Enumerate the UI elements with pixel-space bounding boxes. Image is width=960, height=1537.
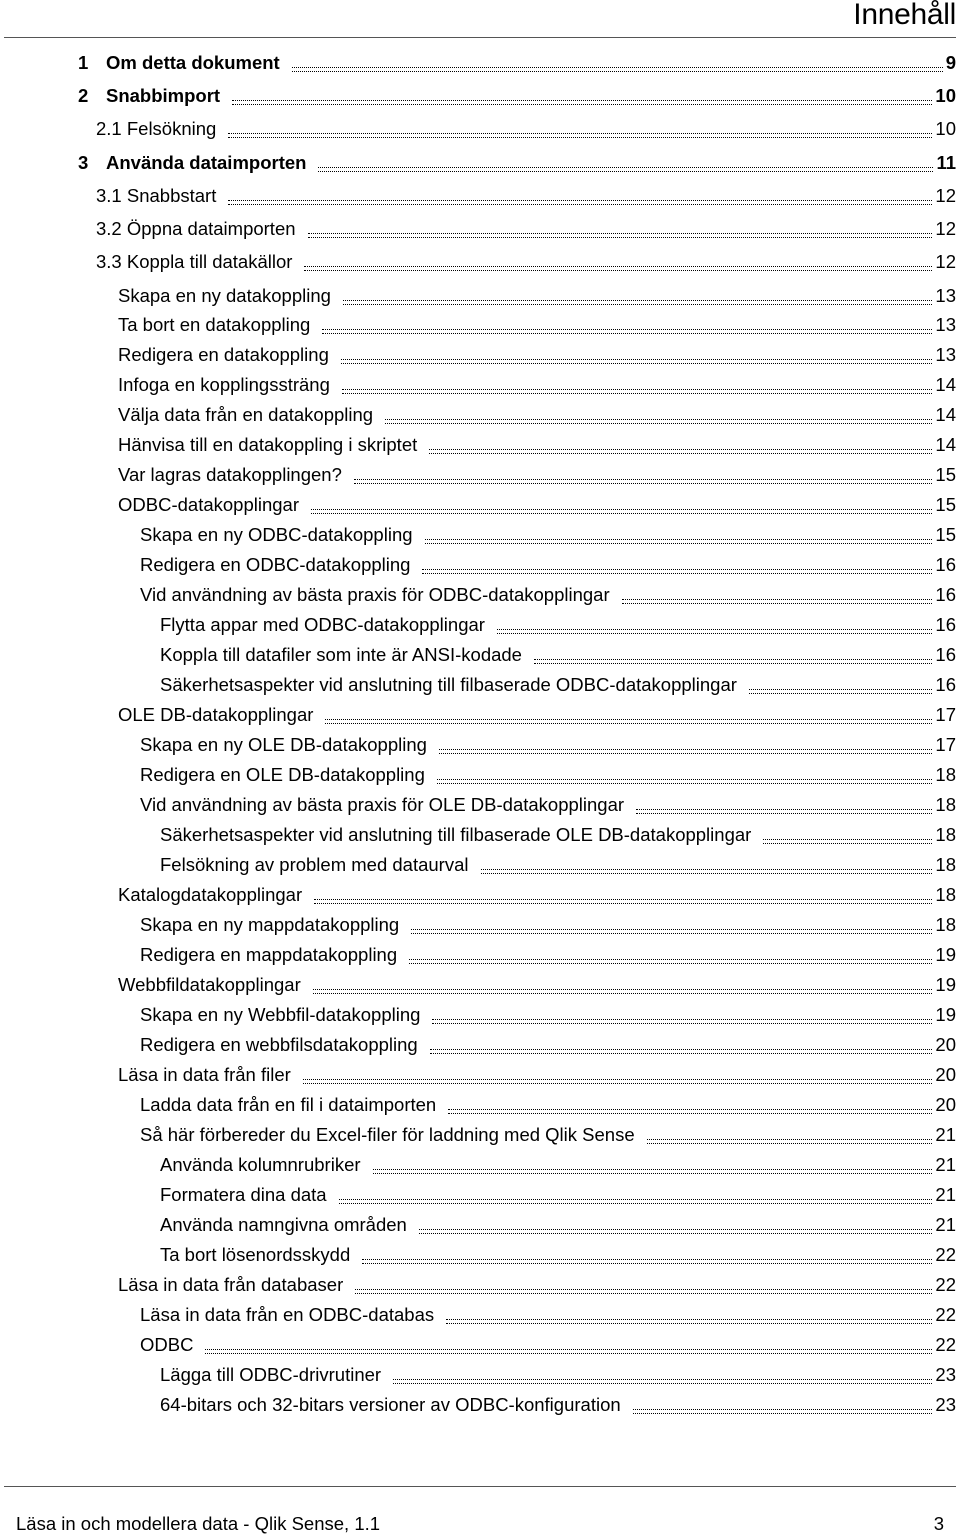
toc-page-number: 18 bbox=[935, 764, 956, 785]
dot-leader bbox=[622, 603, 933, 604]
dot-leader bbox=[633, 1413, 933, 1414]
dot-leader bbox=[636, 813, 932, 814]
dot-leader bbox=[303, 1083, 933, 1084]
toc-entry-title bbox=[160, 1364, 381, 1386]
toc-entry-label: 64-bitars och 32-bitars versioner av ODBC-konfiguration bbox=[160, 1394, 621, 1415]
toc-page-number: 22 bbox=[935, 1304, 956, 1325]
toc-page-number: 12 bbox=[935, 251, 956, 272]
dot-leader bbox=[430, 1053, 933, 1054]
toc-chapter-number: 3 bbox=[78, 152, 89, 173]
dot-leader bbox=[446, 1323, 932, 1324]
toc-entry-title bbox=[160, 1184, 327, 1206]
toc-page-number: 14 bbox=[935, 404, 956, 425]
toc-entry-title bbox=[118, 704, 313, 726]
toc-page-number: 22 bbox=[935, 1244, 956, 1265]
toc-entry-title bbox=[140, 1004, 420, 1026]
toc-page-number: 19 bbox=[935, 974, 956, 995]
toc-entry[interactable] bbox=[118, 310, 956, 340]
toc-page-number: 21 bbox=[935, 1124, 956, 1145]
toc-entry-title bbox=[140, 914, 399, 936]
toc-entry-label: Lägga till ODBC-drivrutiner bbox=[160, 1364, 382, 1385]
dot-leader bbox=[362, 1263, 932, 1264]
toc-entry-title bbox=[140, 1094, 436, 1116]
toc-entry-label: Formatera dina data bbox=[160, 1184, 327, 1205]
toc-entry-label: Ladda data från en fil i dataimporten bbox=[140, 1094, 437, 1115]
toc-entry[interactable] bbox=[140, 790, 956, 820]
toc-entry-label: Ta bort en datakoppling bbox=[118, 314, 311, 335]
toc-entry-title bbox=[118, 1274, 343, 1296]
toc-entry[interactable] bbox=[78, 148, 956, 178]
dot-leader bbox=[228, 137, 932, 138]
dot-leader bbox=[308, 237, 933, 238]
toc-entry[interactable] bbox=[140, 520, 956, 550]
toc-entry-label: Redigera en datakoppling bbox=[118, 344, 329, 365]
toc-entry[interactable] bbox=[160, 1390, 956, 1420]
toc-page-number: 14 bbox=[935, 434, 956, 455]
toc-page-number: 12 bbox=[935, 185, 956, 206]
toc-entry-title bbox=[118, 884, 302, 906]
toc-entry-title bbox=[140, 1334, 193, 1356]
toc-entry[interactable] bbox=[118, 490, 956, 520]
toc-entry-label: Skapa en ny ODBC-datakoppling bbox=[140, 524, 413, 545]
toc-page-number: 22 bbox=[935, 1274, 956, 1295]
dot-leader bbox=[448, 1113, 932, 1114]
toc-entry-title bbox=[140, 944, 397, 966]
dot-leader bbox=[354, 483, 933, 484]
toc-entry[interactable] bbox=[118, 1270, 956, 1300]
toc-page-number: 21 bbox=[935, 1154, 956, 1175]
dot-leader bbox=[432, 1023, 932, 1024]
footer-document-title: Läsa in och modellera data - Qlik Sense, 1.1 bbox=[16, 1513, 381, 1534]
toc-entry-title bbox=[118, 464, 342, 486]
toc-entry[interactable] bbox=[160, 850, 956, 880]
toc-entry[interactable] bbox=[140, 1000, 956, 1030]
toc-entry[interactable] bbox=[140, 1120, 956, 1150]
dot-leader bbox=[228, 204, 932, 205]
dot-leader bbox=[534, 663, 932, 664]
toc-entry-title bbox=[96, 251, 292, 273]
toc-entry[interactable] bbox=[140, 1030, 956, 1060]
footer-divider bbox=[4, 1486, 956, 1487]
toc-page-number: 13 bbox=[935, 344, 956, 365]
toc-entry-title bbox=[140, 584, 610, 606]
toc-entry-label: Skapa en ny OLE DB-datakoppling bbox=[140, 734, 427, 755]
toc-entry-label: Säkerhetsaspekter vid anslutning till filbaserade OLE DB-datakopplingar bbox=[160, 824, 752, 845]
toc-page-number: 15 bbox=[935, 524, 956, 545]
toc-entry[interactable] bbox=[118, 340, 956, 370]
toc-page-number: 12 bbox=[935, 218, 956, 239]
dot-leader bbox=[322, 333, 932, 334]
dot-leader bbox=[304, 270, 932, 271]
toc-entry[interactable] bbox=[140, 940, 956, 970]
toc-entry-title bbox=[96, 185, 216, 207]
toc-entry-label: ODBC-datakopplingar bbox=[118, 494, 299, 515]
toc-entry-title bbox=[118, 374, 330, 396]
toc-page-number: 18 bbox=[935, 914, 956, 935]
toc-entry-title bbox=[160, 1394, 621, 1416]
toc-page-number: 20 bbox=[935, 1034, 956, 1055]
dot-leader bbox=[763, 843, 932, 844]
toc-page-number: 16 bbox=[935, 584, 956, 605]
toc-page-number: 21 bbox=[935, 1184, 956, 1205]
dot-leader bbox=[422, 573, 932, 574]
dot-leader bbox=[419, 1233, 933, 1234]
toc-entry[interactable] bbox=[140, 730, 956, 760]
toc-entry-title bbox=[118, 285, 331, 307]
toc-page-number: 15 bbox=[935, 464, 956, 485]
toc-entry[interactable] bbox=[140, 910, 956, 940]
toc-entry-label: Hänvisa till en datakoppling i skriptet bbox=[118, 434, 418, 455]
dot-leader bbox=[647, 1143, 933, 1144]
toc-page-number: 10 bbox=[935, 85, 956, 106]
toc-entry[interactable] bbox=[96, 214, 956, 244]
toc-entry-label: Koppla till datafiler som inte är ANSI-kodade bbox=[160, 644, 522, 665]
toc-entry-title bbox=[160, 644, 522, 666]
toc-entry[interactable] bbox=[160, 820, 956, 850]
toc-entry-label: Om detta dokument bbox=[106, 52, 280, 73]
toc-entry[interactable] bbox=[78, 48, 956, 78]
toc-page-number: 19 bbox=[935, 944, 956, 965]
dot-leader bbox=[385, 423, 932, 424]
toc-entry-label: Vid användning av bästa praxis för ODBC-datakopplingar bbox=[140, 584, 610, 605]
toc-page-number: 23 bbox=[935, 1394, 956, 1415]
toc-page-number: 18 bbox=[935, 794, 956, 815]
dot-leader bbox=[409, 963, 932, 964]
toc-entry[interactable] bbox=[140, 550, 956, 580]
toc-chapter-number: 1 bbox=[78, 52, 89, 73]
toc-entry[interactable] bbox=[160, 670, 956, 700]
dot-leader bbox=[497, 633, 932, 634]
page-footer bbox=[0, 1486, 960, 1536]
toc-entry-label: Redigera en OLE DB-datakoppling bbox=[140, 764, 425, 785]
toc-entry-label: Skapa en ny datakoppling bbox=[118, 285, 331, 306]
toc-entry[interactable] bbox=[96, 114, 956, 144]
toc-entry[interactable] bbox=[160, 1240, 956, 1270]
toc-page-number: 18 bbox=[935, 854, 956, 875]
dot-leader bbox=[481, 873, 933, 874]
toc-entry-label: Skapa en ny mappdatakoppling bbox=[140, 914, 400, 935]
toc-entry-label: ODBC bbox=[140, 1334, 194, 1355]
toc-entry-label: Snabbimport bbox=[106, 85, 221, 106]
toc-page-number: 18 bbox=[935, 824, 956, 845]
toc-entry[interactable] bbox=[140, 1300, 956, 1330]
dot-leader bbox=[411, 933, 932, 934]
toc-entry-label: Säkerhetsaspekter vid anslutning till filbaserade ODBC-datakopplingar bbox=[160, 674, 737, 695]
toc-entry[interactable] bbox=[140, 760, 956, 790]
toc-entry-title bbox=[160, 824, 751, 846]
toc-page-number: 20 bbox=[935, 1064, 956, 1085]
toc-page-number: 13 bbox=[935, 285, 956, 306]
toc-entry[interactable] bbox=[160, 610, 956, 640]
dot-leader bbox=[355, 1293, 932, 1294]
toc-entry-label: Infoga en kopplingssträng bbox=[118, 374, 330, 395]
toc-entry[interactable] bbox=[160, 1180, 956, 1210]
toc-entry-title bbox=[118, 434, 417, 456]
toc-entry[interactable] bbox=[160, 1150, 956, 1180]
toc-page-number: 17 bbox=[935, 704, 956, 725]
toc-entry-title bbox=[140, 734, 427, 756]
toc-page-number: 22 bbox=[935, 1334, 956, 1355]
toc-entry-title bbox=[78, 152, 306, 174]
toc-chapter-number: 2 bbox=[78, 85, 89, 106]
toc-page-number: 16 bbox=[935, 674, 956, 695]
toc-entry-title bbox=[140, 794, 624, 816]
toc-entry-label: 2.1 Felsökning bbox=[96, 118, 217, 139]
dot-leader bbox=[373, 1173, 933, 1174]
toc-entry[interactable] bbox=[118, 460, 956, 490]
toc-entry-label: Skapa en ny Webbfil-datakoppling bbox=[140, 1004, 421, 1025]
toc-entry-title bbox=[140, 524, 413, 546]
toc-entry[interactable] bbox=[96, 181, 956, 211]
toc-entry[interactable] bbox=[160, 1210, 956, 1240]
toc-entry-label: Så här förbereder du Excel-filer för laddning med Qlik Sense bbox=[140, 1124, 635, 1145]
toc-page-number: 18 bbox=[935, 884, 956, 905]
toc-entry[interactable] bbox=[78, 81, 956, 111]
footer-page-number: 3 bbox=[933, 1513, 944, 1534]
toc-entry[interactable] bbox=[118, 1060, 956, 1090]
page-header bbox=[0, 0, 960, 40]
page-title: Innehåll bbox=[853, 0, 956, 31]
toc-entry-title bbox=[160, 854, 469, 876]
toc-entry-label: 3.1 Snabbstart bbox=[96, 185, 217, 206]
toc-entry-title bbox=[118, 1064, 291, 1086]
toc-page-number: 20 bbox=[935, 1094, 956, 1115]
dot-leader bbox=[232, 104, 932, 105]
toc-page-number: 23 bbox=[935, 1364, 956, 1385]
toc-entry-label: 3.2 Öppna dataimporten bbox=[96, 218, 296, 239]
dot-leader bbox=[342, 393, 933, 394]
toc-entry-title bbox=[118, 314, 310, 336]
toc-entry-title bbox=[140, 1034, 418, 1056]
dot-leader bbox=[318, 171, 933, 172]
dot-leader bbox=[339, 1203, 933, 1204]
toc-entry-title bbox=[118, 404, 373, 426]
dot-leader bbox=[343, 304, 933, 305]
toc-entry-title bbox=[118, 974, 301, 996]
toc-entry-label: 3.3 Koppla till datakällor bbox=[96, 251, 293, 272]
toc-entry-label: Använda kolumnrubriker bbox=[160, 1154, 361, 1175]
toc-entry-label: Felsökning av problem med dataurval bbox=[160, 854, 469, 875]
toc-page-number: 14 bbox=[935, 374, 956, 395]
toc-entry-label: OLE DB-datakopplingar bbox=[118, 704, 314, 725]
toc-entry[interactable] bbox=[118, 970, 956, 1000]
toc-entry[interactable] bbox=[118, 880, 956, 910]
toc-entry[interactable] bbox=[140, 1330, 956, 1360]
toc-entry-label: Använda dataimporten bbox=[106, 152, 307, 173]
toc-entry-label: Webbfildatakopplingar bbox=[118, 974, 301, 995]
header-divider bbox=[4, 37, 956, 38]
toc-entry-title bbox=[96, 118, 216, 140]
toc-entry-title bbox=[140, 1304, 434, 1326]
toc-entry[interactable] bbox=[118, 700, 956, 730]
toc-entry-label: Vid användning av bästa praxis för OLE DB-datakopplingar bbox=[140, 794, 625, 815]
toc-entry[interactable] bbox=[160, 1360, 956, 1390]
toc-entry-title bbox=[160, 1154, 361, 1176]
dot-leader bbox=[425, 543, 933, 544]
dot-leader bbox=[439, 753, 932, 754]
toc-entry-title bbox=[160, 614, 485, 636]
toc-entry-title bbox=[118, 494, 299, 516]
toc-entry-label: Flytta appar med ODBC-datakopplingar bbox=[160, 614, 485, 635]
toc-page-number: 16 bbox=[935, 644, 956, 665]
toc-entry-label: Var lagras datakopplingen? bbox=[118, 464, 342, 485]
toc-entry-label: Använda namngivna områden bbox=[160, 1214, 407, 1235]
toc-entry-title bbox=[118, 344, 329, 366]
toc-entry-label: Katalogdatakopplingar bbox=[118, 884, 303, 905]
dot-leader bbox=[341, 363, 933, 364]
toc-page-number: 13 bbox=[935, 314, 956, 335]
toc-entry-label: Läsa in data från filer bbox=[118, 1064, 291, 1085]
toc-entry[interactable] bbox=[118, 430, 956, 460]
dot-leader bbox=[314, 903, 932, 904]
toc-page-number: 17 bbox=[935, 734, 956, 755]
toc-entry-title bbox=[160, 674, 737, 696]
toc-entry-title bbox=[140, 554, 410, 576]
dot-leader bbox=[313, 993, 933, 994]
toc-entry[interactable] bbox=[140, 1090, 956, 1120]
toc-entry-title bbox=[140, 764, 425, 786]
toc-entry[interactable] bbox=[96, 247, 956, 277]
toc-entry-title bbox=[160, 1214, 407, 1236]
toc-page-number: 21 bbox=[935, 1214, 956, 1235]
toc-entry-label: Ta bort lösenordsskydd bbox=[160, 1244, 351, 1265]
toc-page-number: 9 bbox=[945, 52, 956, 73]
toc-entry-label: Läsa in data från en ODBC-databas bbox=[140, 1304, 435, 1325]
toc-page-number: 15 bbox=[935, 494, 956, 515]
dot-leader bbox=[311, 513, 932, 514]
toc-entry-title bbox=[78, 85, 220, 107]
dot-leader bbox=[749, 693, 933, 694]
toc-page-number: 19 bbox=[935, 1004, 956, 1025]
toc-entry-label: Läsa in data från databaser bbox=[118, 1274, 344, 1295]
toc-entry[interactable] bbox=[118, 370, 956, 400]
dot-leader bbox=[429, 453, 932, 454]
toc-entry-title bbox=[96, 218, 296, 240]
toc-entry-title bbox=[140, 1124, 635, 1146]
toc-page-number: 16 bbox=[935, 554, 956, 575]
dot-leader bbox=[325, 723, 932, 724]
toc-entry-title bbox=[78, 52, 280, 74]
toc-entry[interactable] bbox=[118, 281, 956, 311]
toc-entry-label: Redigera en mappdatakoppling bbox=[140, 944, 398, 965]
dot-leader bbox=[437, 783, 933, 784]
toc-entry-label: Redigera en webbfilsdatakoppling bbox=[140, 1034, 418, 1055]
toc-entry-title bbox=[160, 1244, 350, 1266]
dot-leader bbox=[205, 1353, 932, 1354]
dot-leader bbox=[292, 71, 943, 72]
toc-entry[interactable] bbox=[118, 400, 956, 430]
toc-entry[interactable] bbox=[140, 580, 956, 610]
toc-page-number: 16 bbox=[935, 614, 956, 635]
toc-entry-label: Redigera en ODBC-datakoppling bbox=[140, 554, 411, 575]
toc-entry[interactable] bbox=[160, 640, 956, 670]
toc-page-number: 11 bbox=[936, 152, 956, 173]
toc-page-number: 10 bbox=[935, 118, 956, 139]
dot-leader bbox=[393, 1383, 932, 1384]
toc-entry-label: Välja data från en datakoppling bbox=[118, 404, 374, 425]
